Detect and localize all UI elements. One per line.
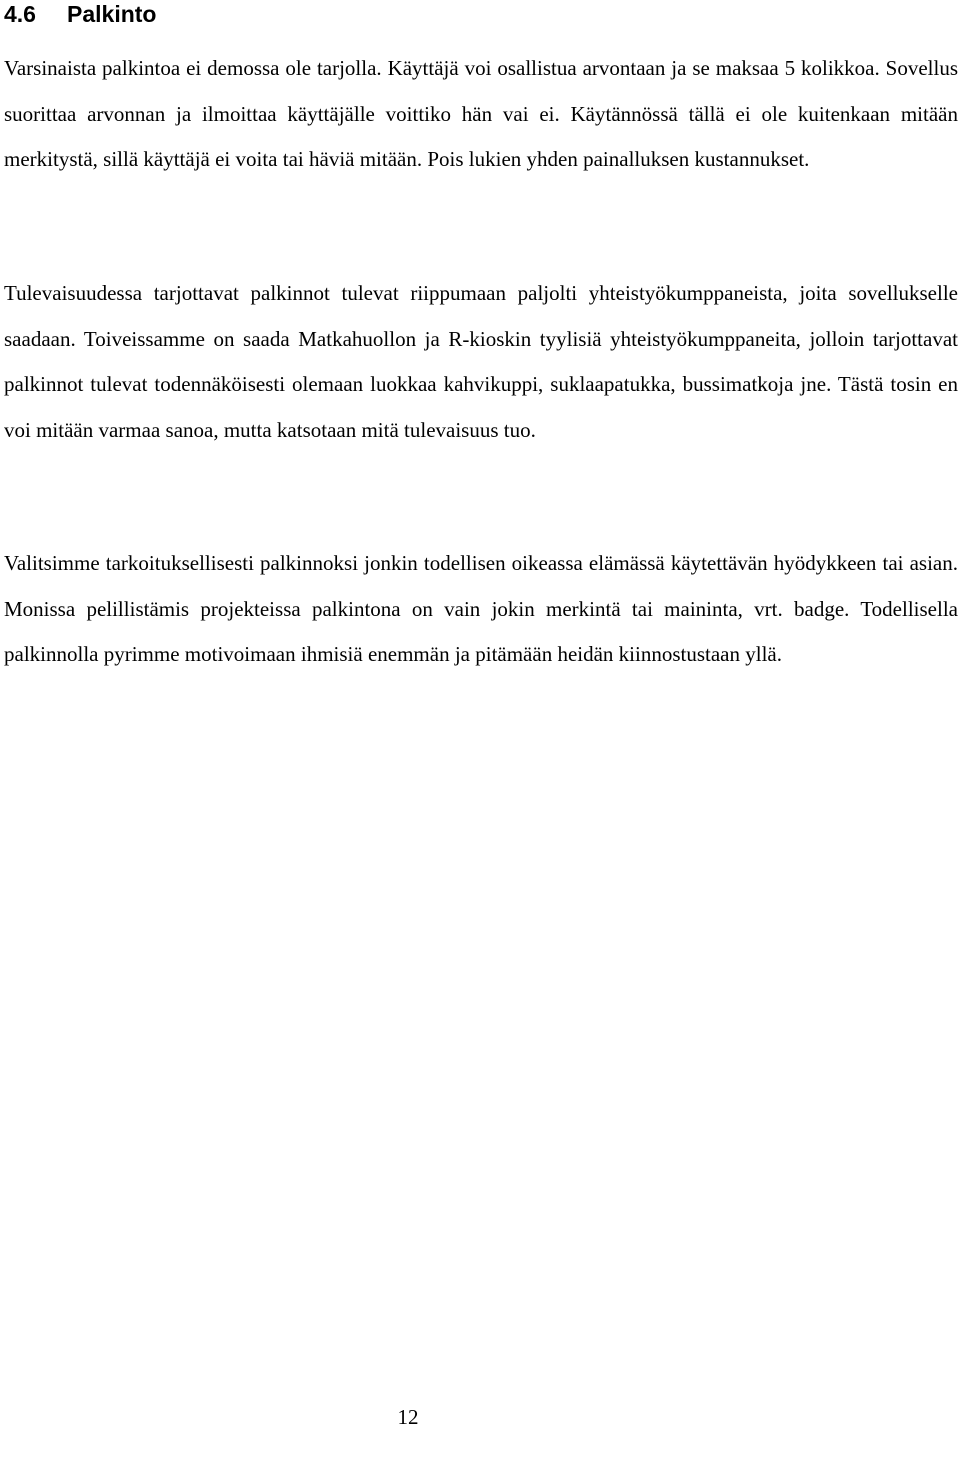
section-heading (4, 0, 156, 30)
paragraph-real-prize-rationale: Valitsimme tarkoituksellisesti palkinnoksi jonkin todellisen oikeassa elämässä käytettävän hyödykkeen tai asian. Monissa pelillistämis projekteissa palkintona on vain jokin merkintä tai maininta, vrt. badge. Todellisella palkinnolla pyrimme motivoimaan ihmisiä enemmän ja pitämään heidän kiinnostustaan yllä. (4, 551, 958, 666)
section-title: Palkinto (67, 1, 157, 27)
paragraph-future-prizes: Tulevaisuudessa tarjottavat palkinnot tulevat riippumaan paljolti yhteistyökumppaneista, joita sovellukselle saadaan. Toiveissamme on saada Matkahuollon ja R-kioskin tyylisiä yhteistyökumppaneita, jolloin tarjottavat palkinnot tulevat todennäköisesti olemaan luokkaa kahvikuppi, suklaapatukka, bussimatkoja jne. Tästä tosin en voi mitään varmaa sanoa, mutta katsotaan mitä tulevaisuus tuo. (4, 281, 958, 442)
paragraph-intro: Varsinaista palkintoa ei demossa ole tarjolla. Käyttäjä voi osallistua arvontaan ja se maksaa 5 kolikkoa. Sovellus suorittaa arvonnan ja ilmoittaa käyttäjälle voittiko hän vai ei. Käytännössä tällä ei ole kuitenkaan mitään merkitystä, sillä käyttäjä ei voita tai häviä mitään. Pois lukien yhden painalluksen kustannukset. (4, 56, 958, 171)
section-number: 4.6 (4, 1, 36, 27)
page-number: 12 (397, 1405, 419, 1429)
